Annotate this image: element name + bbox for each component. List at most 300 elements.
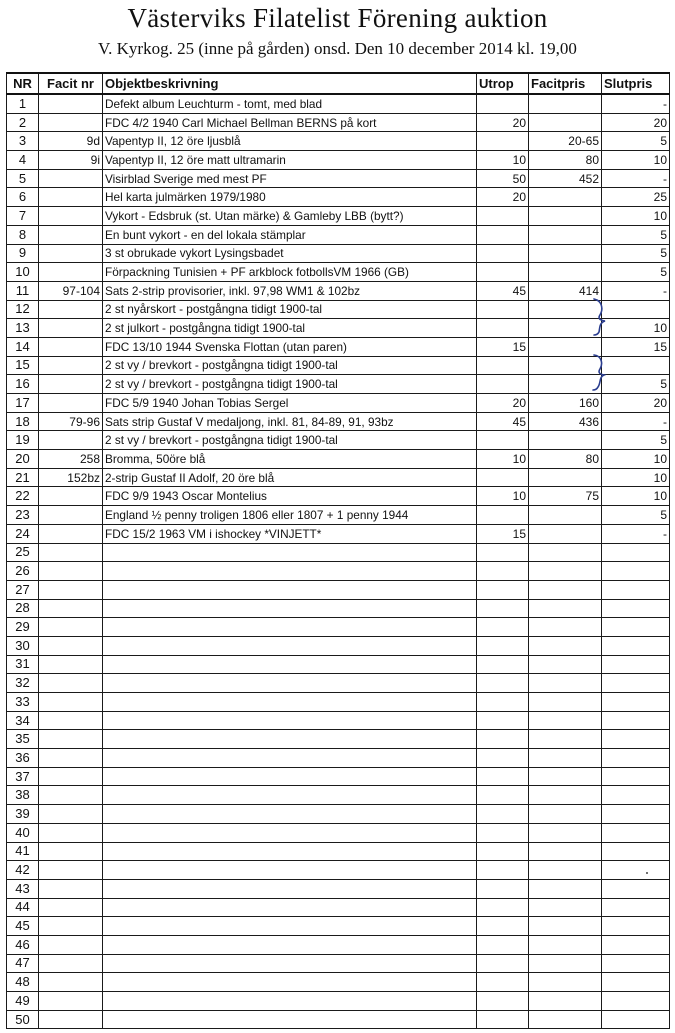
cell-description: Visirblad Sverige med mest PF [103,169,477,188]
table-row [7,263,670,282]
cell-facitpris [529,693,602,712]
table-row [7,487,670,506]
cell-nr: 27 [7,580,39,599]
cell-facit-nr [39,300,103,319]
cell-description: Defekt album Leuchturm - tomt, med blad [103,94,477,113]
cell-facit-nr: 97-104 [39,281,103,300]
table-row [7,749,670,768]
cell-nr: 42 [7,861,39,880]
cell-nr: 30 [7,636,39,655]
cell-facit-nr [39,842,103,861]
cell-facit-nr [39,861,103,880]
cell-slutpris: 5 [602,244,670,263]
cell-facit-nr: 9d [39,132,103,151]
cell-facit-nr [39,431,103,450]
table-row [7,300,670,319]
table-row [7,917,670,936]
cell-facitpris: 436 [529,412,602,431]
table-row [7,805,670,824]
cell-nr: 19 [7,431,39,450]
cell-nr: 23 [7,506,39,525]
table-row [7,431,670,450]
cell-utrop: 15 [477,524,529,543]
cell-facit-nr [39,394,103,413]
table-row [7,151,670,170]
cell-slutpris [602,655,670,674]
table-row [7,861,670,880]
table-row [7,468,670,487]
table-row [7,674,670,693]
cell-utrop [477,319,529,338]
cell-nr: 40 [7,823,39,842]
table-row [7,412,670,431]
cell-nr: 9 [7,244,39,263]
cell-facit-nr [39,225,103,244]
cell-facit-nr [39,543,103,562]
cell-nr: 4 [7,151,39,170]
cell-utrop [477,618,529,637]
cell-utrop [477,506,529,525]
cell-utrop [477,861,529,880]
table-row [7,823,670,842]
table-row [7,450,670,469]
cell-nr: 47 [7,954,39,973]
cell-nr: 3 [7,132,39,151]
cell-facitpris [529,805,602,824]
cell-description [103,954,477,973]
cell-nr: 21 [7,468,39,487]
cell-description: Vykort - Edsbruk (st. Utan märke) & Gamleby LBB (bytt?) [103,207,477,226]
cell-facit-nr [39,898,103,917]
column-header-utrop: Utrop [477,73,529,94]
cell-slutpris [602,730,670,749]
cell-facitpris [529,580,602,599]
cell-slutpris: - [602,524,670,543]
cell-facitpris [529,319,602,338]
cell-facit-nr [39,169,103,188]
cell-facitpris [529,973,602,992]
cell-facit-nr [39,618,103,637]
table-row [7,973,670,992]
cell-facit-nr [39,580,103,599]
cell-utrop [477,543,529,562]
cell-facit-nr [39,188,103,207]
cell-utrop: 10 [477,450,529,469]
cell-description [103,973,477,992]
cell-facitpris [529,655,602,674]
cell-slutpris [602,935,670,954]
cell-slutpris [602,618,670,637]
cell-facit-nr [39,767,103,786]
cell-facitpris [529,898,602,917]
cell-utrop [477,356,529,375]
cell-description [103,1010,477,1029]
page-title: Västerviks Filatelist Förening auktion [127,3,548,33]
table-row [7,394,670,413]
cell-slutpris [602,599,670,618]
table-header-row [7,73,670,94]
cell-utrop [477,225,529,244]
cell-facit-nr [39,711,103,730]
cell-utrop [477,655,529,674]
cell-slutpris [602,1010,670,1029]
cell-utrop [477,749,529,768]
cell-slutpris: 10 [602,319,670,338]
cell-facitpris [529,94,602,113]
table-row [7,543,670,562]
cell-facit-nr [39,524,103,543]
cell-utrop [477,786,529,805]
cell-slutpris: 5 [602,375,670,394]
table-row [7,992,670,1011]
table-row [7,281,670,300]
cell-slutpris [602,898,670,917]
cell-facit-nr [39,319,103,338]
cell-slutpris: 20 [602,394,670,413]
cell-facit-nr: 258 [39,450,103,469]
cell-facitpris [529,431,602,450]
table-row [7,842,670,861]
cell-slutpris: 10 [602,468,670,487]
cell-nr: 48 [7,973,39,992]
table-row [7,730,670,749]
cell-facit-nr: 79-96 [39,412,103,431]
table-row [7,506,670,525]
table-row [7,879,670,898]
cell-nr: 37 [7,767,39,786]
table-row [7,898,670,917]
table-row [7,207,670,226]
cell-slutpris [602,562,670,581]
cell-description [103,674,477,693]
cell-facitpris [529,468,602,487]
cell-description: Sats strip Gustaf V medaljong, inkl. 81, 84-89, 91, 93bz [103,412,477,431]
cell-facit-nr [39,655,103,674]
cell-nr: 5 [7,169,39,188]
cell-nr: 45 [7,917,39,936]
cell-description [103,693,477,712]
cell-slutpris: 25 [602,188,670,207]
cell-description [103,562,477,581]
cell-facit-nr [39,879,103,898]
cell-utrop [477,879,529,898]
cell-slutpris [602,992,670,1011]
cell-facit-nr [39,954,103,973]
cell-facitpris: 80 [529,151,602,170]
cell-description [103,823,477,842]
cell-facitpris [529,786,602,805]
cell-facit-nr [39,749,103,768]
cell-facitpris [529,1010,602,1029]
cell-utrop: 10 [477,151,529,170]
cell-description: FDC 9/9 1943 Oscar Montelius [103,487,477,506]
table-row [7,113,670,132]
cell-slutpris [602,300,670,319]
cell-slutpris [602,879,670,898]
cell-nr: 17 [7,394,39,413]
cell-description [103,580,477,599]
cell-utrop [477,693,529,712]
cell-facit-nr [39,207,103,226]
cell-facitpris [529,730,602,749]
cell-utrop [477,132,529,151]
cell-slutpris [602,749,670,768]
cell-description [103,842,477,861]
column-header-objektbeskrivning: Objektbeskrivning [103,73,477,94]
cell-description: England ½ penny troligen 1806 eller 1807 + 1 penny 1944 [103,506,477,525]
cell-utrop [477,244,529,263]
page-subtitle: V. Kyrkog. 25 (inne på gården) onsd. Den 10 december 2014 kl. 19,00 [98,39,577,58]
cell-nr: 13 [7,319,39,338]
cell-slutpris: 20 [602,113,670,132]
cell-slutpris [602,842,670,861]
cell-description: En bunt vykort - en del lokala stämplar [103,225,477,244]
cell-description [103,917,477,936]
cell-slutpris [602,917,670,936]
cell-description [103,879,477,898]
cell-nr: 22 [7,487,39,506]
cell-utrop [477,973,529,992]
cell-description: 2 st julkort - postgångna tidigt 1900-tal [103,319,477,338]
cell-facit-nr [39,636,103,655]
cell-utrop [477,898,529,917]
table-row [7,636,670,655]
cell-slutpris [602,767,670,786]
cell-description [103,543,477,562]
cell-nr: 6 [7,188,39,207]
cell-description: Bromma, 50öre blå [103,450,477,469]
cell-facitpris [529,300,602,319]
cell-nr: 36 [7,749,39,768]
cell-slutpris: 10 [602,207,670,226]
cell-slutpris: 5 [602,431,670,450]
column-header-facitpris: Facitpris [529,73,602,94]
cell-facitpris: 75 [529,487,602,506]
cell-facitpris [529,375,602,394]
cell-facitpris [529,674,602,693]
cell-utrop: 20 [477,113,529,132]
cell-facitpris [529,992,602,1011]
cell-nr: 16 [7,375,39,394]
cell-facitpris [529,506,602,525]
cell-description [103,655,477,674]
cell-facitpris [529,823,602,842]
cell-description [103,786,477,805]
cell-facitpris [529,113,602,132]
cell-slutpris [602,973,670,992]
cell-description [103,935,477,954]
cell-facitpris [529,337,602,356]
cell-slutpris [602,786,670,805]
cell-nr: 1 [7,94,39,113]
cell-utrop [477,674,529,693]
cell-utrop [477,636,529,655]
cell-facitpris [529,842,602,861]
cell-utrop [477,730,529,749]
column-header-slutpris: Slutpris [602,73,670,94]
table-row [7,94,670,113]
cell-nr: 28 [7,599,39,618]
cell-description: Sats 2-strip provisorier, inkl. 97,98 WM1 & 102bz [103,281,477,300]
table-row [7,562,670,581]
column-header-facit-nr: Facit nr [39,73,103,94]
cell-facitpris [529,749,602,768]
cell-facit-nr [39,599,103,618]
cell-utrop [477,805,529,824]
cell-utrop [477,468,529,487]
cell-nr: 11 [7,281,39,300]
cell-facit-nr: 9i [39,151,103,170]
cell-utrop [477,300,529,319]
table-row [7,711,670,730]
cell-description: Hel karta julmärken 1979/1980 [103,188,477,207]
cell-utrop [477,94,529,113]
cell-nr: 7 [7,207,39,226]
cell-nr: 49 [7,992,39,1011]
cell-nr: 8 [7,225,39,244]
cell-facit-nr [39,786,103,805]
cell-nr: 38 [7,786,39,805]
cell-facit-nr [39,94,103,113]
cell-facit-nr [39,244,103,263]
cell-nr: 46 [7,935,39,954]
table-row [7,1010,670,1029]
cell-description [103,805,477,824]
cell-nr: 39 [7,805,39,824]
cell-nr: 33 [7,693,39,712]
cell-nr: 29 [7,618,39,637]
cell-facit-nr [39,935,103,954]
table-row [7,356,670,375]
cell-utrop [477,842,529,861]
cell-nr: 14 [7,337,39,356]
cell-facit-nr [39,337,103,356]
cell-nr: 26 [7,562,39,581]
cell-description [103,618,477,637]
cell-description: 2 st nyårskort - postgångna tidigt 1900-tal [103,300,477,319]
table-row [7,337,670,356]
cell-description: 2 st vy / brevkort - postgångna tidigt 1900-tal [103,356,477,375]
cell-slutpris: - [602,412,670,431]
cell-facitpris: 414 [529,281,602,300]
cell-slutpris [602,861,670,880]
cell-utrop: 50 [477,169,529,188]
cell-facit-nr [39,356,103,375]
table-row [7,188,670,207]
table-row [7,786,670,805]
cell-utrop [477,375,529,394]
cell-slutpris [602,954,670,973]
table-row [7,169,670,188]
cell-nr: 41 [7,842,39,861]
cell-facitpris [529,954,602,973]
cell-description [103,861,477,880]
cell-facit-nr [39,562,103,581]
cell-slutpris [602,805,670,824]
cell-slutpris: 5 [602,225,670,244]
cell-utrop [477,935,529,954]
cell-slutpris: 10 [602,151,670,170]
cell-utrop [477,954,529,973]
cell-facitpris [529,244,602,263]
cell-nr: 15 [7,356,39,375]
cell-facit-nr [39,823,103,842]
cell-description: FDC 15/2 1963 VM i ishockey *VINJETT* [103,524,477,543]
table-row [7,375,670,394]
cell-slutpris: 5 [602,506,670,525]
cell-facit-nr [39,506,103,525]
cell-facitpris [529,636,602,655]
cell-slutpris: 10 [602,487,670,506]
cell-facitpris [529,767,602,786]
cell-facitpris: 20-65 [529,132,602,151]
cell-nr: 32 [7,674,39,693]
cell-facit-nr [39,113,103,132]
cell-utrop [477,767,529,786]
speck-mark [646,872,648,874]
cell-nr: 43 [7,879,39,898]
cell-facitpris [529,225,602,244]
cell-slutpris [602,356,670,375]
cell-utrop [477,562,529,581]
cell-utrop: 10 [477,487,529,506]
table-row [7,655,670,674]
cell-description [103,767,477,786]
cell-utrop [477,207,529,226]
cell-nr: 44 [7,898,39,917]
cell-utrop: 20 [477,394,529,413]
cell-utrop [477,823,529,842]
cell-utrop [477,599,529,618]
column-header-nr: NR [7,73,39,94]
cell-description: FDC 13/10 1944 Svenska Flottan (utan paren) [103,337,477,356]
cell-facit-nr [39,1010,103,1029]
cell-utrop [477,263,529,282]
cell-facit-nr [39,375,103,394]
cell-slutpris [602,636,670,655]
cell-facitpris [529,524,602,543]
cell-description: Förpackning Tunisien + PF arkblock fotbollsVM 1966 (GB) [103,263,477,282]
cell-description [103,636,477,655]
cell-facitpris: 160 [529,394,602,413]
table-row [7,524,670,543]
cell-utrop [477,1010,529,1029]
cell-slutpris: 5 [602,263,670,282]
cell-slutpris: 15 [602,337,670,356]
cell-slutpris [602,674,670,693]
table-row [7,225,670,244]
cell-description [103,730,477,749]
cell-facit-nr [39,487,103,506]
cell-utrop: 15 [477,337,529,356]
cell-slutpris: - [602,169,670,188]
cell-facit-nr [39,730,103,749]
cell-facitpris [529,188,602,207]
cell-description: Vapentyp II, 12 öre matt ultramarin [103,151,477,170]
cell-slutpris [602,693,670,712]
cell-nr: 12 [7,300,39,319]
cell-slutpris [602,580,670,599]
cell-facit-nr: 152bz [39,468,103,487]
cell-nr: 20 [7,450,39,469]
cell-facitpris [529,935,602,954]
table-row [7,599,670,618]
cell-facitpris [529,879,602,898]
cell-nr: 50 [7,1010,39,1029]
cell-utrop [477,992,529,1011]
cell-facitpris [529,711,602,730]
cell-slutpris [602,823,670,842]
